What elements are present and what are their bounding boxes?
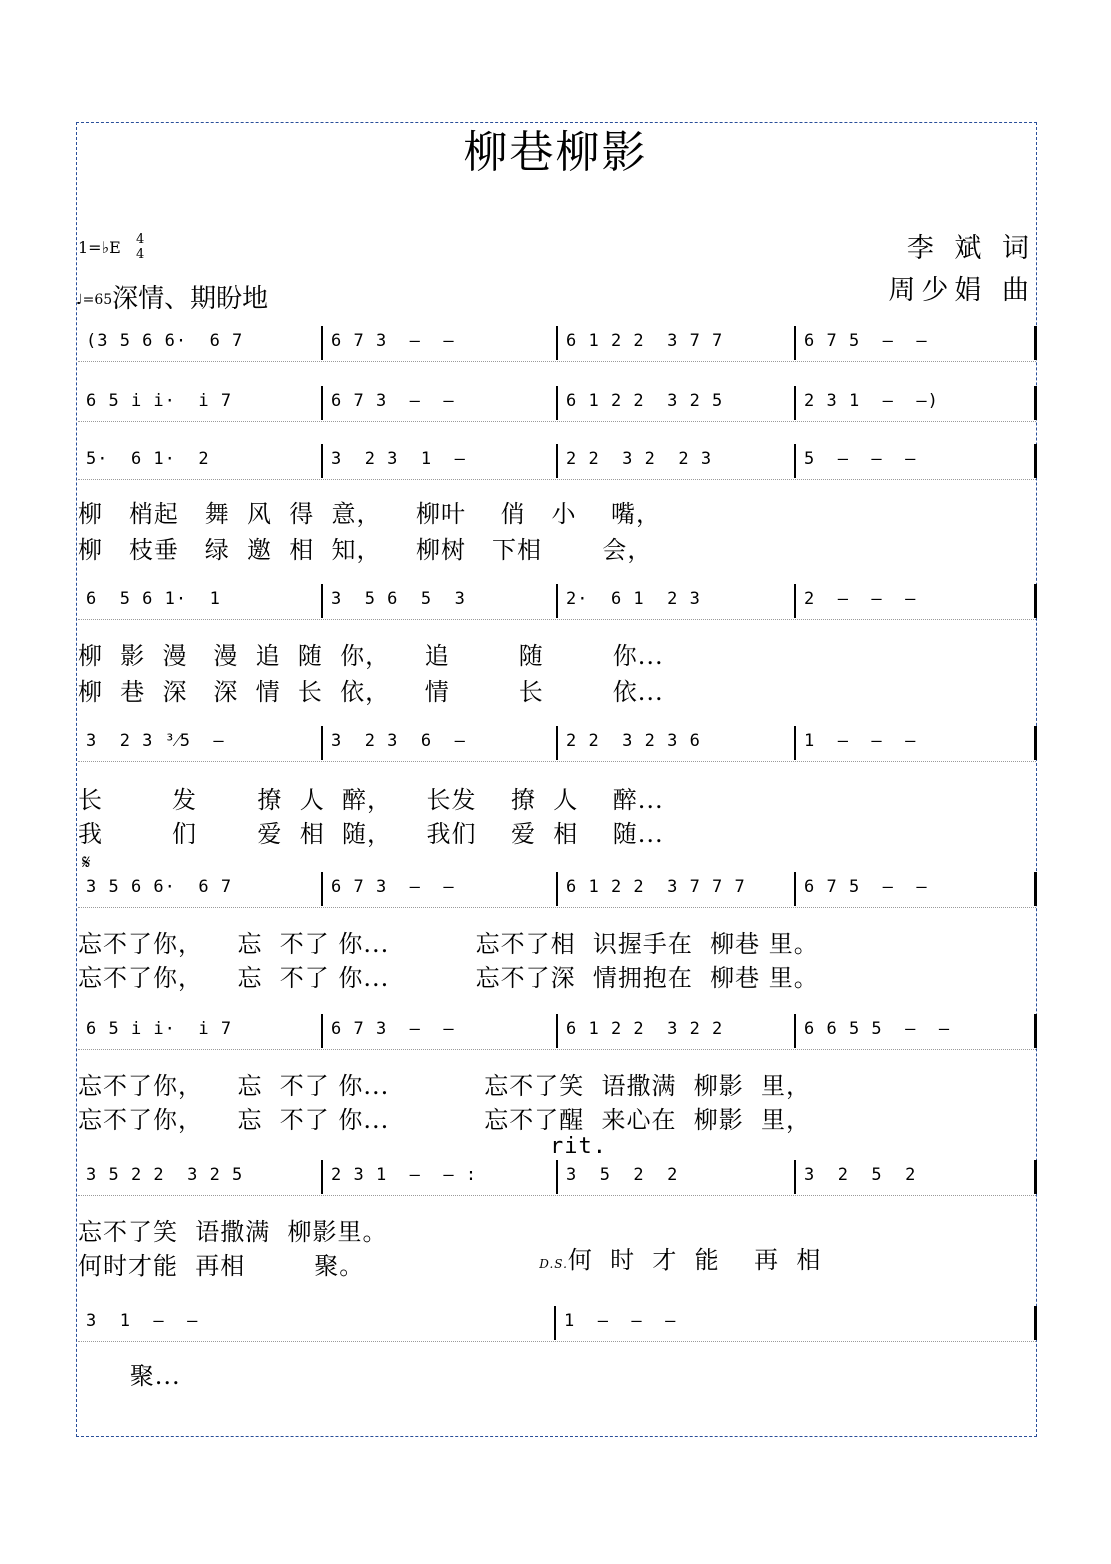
measure: 2· 6 1 2 3	[566, 589, 701, 609]
bar-line	[321, 326, 323, 360]
staff-rule	[78, 1341, 1036, 1342]
bar-line	[1034, 584, 1037, 618]
ds-lyric-line	[522, 1212, 821, 1275]
lyric-line: 何时才能 再相 聚。	[78, 1252, 365, 1280]
lyric-line: 忘不了你， 忘 不了 你... 忘不了醒 来心在 柳影 里，	[78, 1106, 811, 1134]
key-signature	[78, 232, 145, 262]
bar-line	[794, 386, 796, 420]
bar-line	[794, 1014, 796, 1048]
staff-line	[78, 1302, 1036, 1342]
bar-line	[794, 326, 796, 360]
bar-line	[1034, 386, 1037, 420]
credits	[888, 228, 1035, 312]
key-label: 1=♭E	[78, 238, 121, 257]
measure: 3 5 6 5 3	[331, 589, 466, 609]
measure: 3 2 3 6 –	[331, 731, 466, 751]
bar-line	[321, 872, 323, 906]
lyric-line: 我 们 爱 相 随， 我们 爱 相 随...	[78, 820, 664, 848]
lyric-line: 柳 影 漫 漫 追 随 你， 追 随 你...	[78, 642, 664, 670]
staff-line	[78, 868, 1036, 908]
measure: 1 – – –	[564, 1311, 677, 1331]
metronome-mark: ♩=65	[76, 292, 113, 308]
bar-line	[556, 726, 558, 760]
measure: 6 7 3 – –	[331, 391, 455, 411]
lyric-line: 聚...	[78, 1362, 181, 1390]
staff-rule	[78, 1049, 1036, 1050]
bar-line	[1034, 872, 1037, 906]
bar-line	[1034, 1014, 1037, 1048]
measure: 6 7 3 – –	[331, 331, 455, 351]
bar-line	[794, 1160, 796, 1194]
staff-rule	[78, 761, 1036, 762]
lyricist: 李 斌 词	[906, 233, 1035, 264]
bar-line	[1034, 1306, 1037, 1340]
bar-line	[321, 726, 323, 760]
measure: 6 7 3 – –	[331, 1019, 455, 1039]
measure: 3 1 – –	[86, 1311, 199, 1331]
measure: 3 2 3 1 –	[331, 449, 466, 469]
measure: 3 5 2 2 3 2 5	[86, 1165, 244, 1185]
bar-line	[321, 1160, 323, 1194]
measure: 2 3 1 – – :	[331, 1165, 478, 1185]
measure: 2 – – –	[804, 589, 917, 609]
measure: 3 2 3 ³⁄5 –	[86, 731, 225, 751]
measure: 2 2 3 2 3 6	[566, 731, 701, 751]
staff-line	[78, 580, 1036, 620]
staff-line	[78, 1010, 1036, 1050]
measure: 6 5 i i· i 7	[86, 1019, 233, 1039]
segno-sign: 𝄋	[82, 850, 91, 874]
bar-line	[794, 872, 796, 906]
staff-line	[78, 440, 1036, 480]
bar-line	[321, 1014, 323, 1048]
time-bottom: 4	[136, 247, 145, 262]
measure: 5 – – –	[804, 449, 917, 469]
bar-line	[321, 444, 323, 478]
bar-line	[556, 326, 558, 360]
bar-line	[794, 726, 796, 760]
lyric-line: 柳 巷 深 深 情 长 依， 情 长 依...	[78, 678, 664, 706]
measure: 6 1 2 2 3 7 7 7	[566, 877, 746, 897]
staff-line	[78, 1156, 1036, 1196]
lyric-line: 忘不了你， 忘 不了 你... 忘不了深 情拥抱在 柳巷 里。	[78, 964, 819, 992]
staff-rule	[78, 619, 1036, 620]
ds-marking: D.S.	[539, 1257, 568, 1271]
lyric-line: 忘不了你， 忘 不了 你... 忘不了相 识握手在 柳巷 里。	[78, 930, 819, 958]
tempo-marking	[76, 278, 268, 315]
ds-lyric: 何 时 才 能 再 相	[567, 1246, 822, 1274]
song-title: 柳巷柳影	[463, 127, 648, 178]
measure: 2 3 1 – –)	[804, 391, 939, 411]
measure: 3 2 5 2	[804, 1165, 917, 1185]
ritardando-mark: rit.	[550, 1134, 607, 1159]
bar-line	[794, 584, 796, 618]
staff-rule	[78, 479, 1036, 480]
measure: 6 7 5 – –	[804, 877, 928, 897]
measure: 5· 6 1· 2	[86, 449, 210, 469]
lyric-line: 长 发 撩 人 醉， 长发 撩 人 醉...	[78, 786, 664, 814]
bar-line	[556, 584, 558, 618]
composer: 周少娟 曲	[888, 275, 1035, 306]
measure: 6 1 2 2 3 2 5	[566, 391, 724, 411]
staff-line	[78, 722, 1036, 762]
bar-line	[321, 584, 323, 618]
bar-line	[1034, 444, 1037, 478]
lyric-line: 忘不了笑 语撒满 柳影里。	[78, 1218, 388, 1246]
lyric-line: 柳 梢起 舞 风 得 意， 柳叶 俏 小 嘴，	[78, 500, 661, 528]
staff-line	[78, 322, 1036, 362]
bar-line	[1034, 326, 1037, 360]
measure: 3 5 6 6· 6 7	[86, 877, 233, 897]
staff-line	[78, 382, 1036, 422]
measure: 3 5 2 2	[566, 1165, 679, 1185]
measure: 6 5 6 1· 1	[86, 589, 221, 609]
staff-rule	[78, 361, 1036, 362]
bar-line	[1034, 1160, 1037, 1194]
lyric-line: 柳 枝垂 绿 邀 相 知， 柳树 下相 会，	[78, 536, 653, 564]
expression-mark: 深情、期盼地	[112, 284, 269, 314]
bar-line	[556, 444, 558, 478]
bar-line	[1034, 726, 1037, 760]
measure: 6 1 2 2 3 7 7	[566, 331, 724, 351]
measure: 6 6 5 5 – –	[804, 1019, 951, 1039]
staff-rule	[78, 1195, 1036, 1196]
bar-line	[794, 444, 796, 478]
staff-rule	[78, 907, 1036, 908]
measure: 2 2 3 2 2 3	[566, 449, 713, 469]
staff-rule	[78, 421, 1036, 422]
measure: 6 7 5 – –	[804, 331, 928, 351]
measure: 6 7 3 – –	[331, 877, 455, 897]
lyric-line: 忘不了你， 忘 不了 你... 忘不了笑 语撒满 柳影 里，	[78, 1072, 811, 1100]
bar-line	[556, 1160, 558, 1194]
measure: 1 – – –	[804, 731, 917, 751]
time-signature	[136, 232, 144, 262]
bar-line	[554, 1306, 556, 1340]
bar-line	[556, 1014, 558, 1048]
bar-line	[321, 386, 323, 420]
measure: 6 1 2 2 3 2 2	[566, 1019, 724, 1039]
measure: 6 5 i i· i 7	[86, 391, 233, 411]
bar-line	[556, 872, 558, 906]
time-top: 4	[136, 232, 145, 247]
bar-line	[556, 386, 558, 420]
measure: (3 5 6 6· 6 7	[86, 331, 244, 351]
